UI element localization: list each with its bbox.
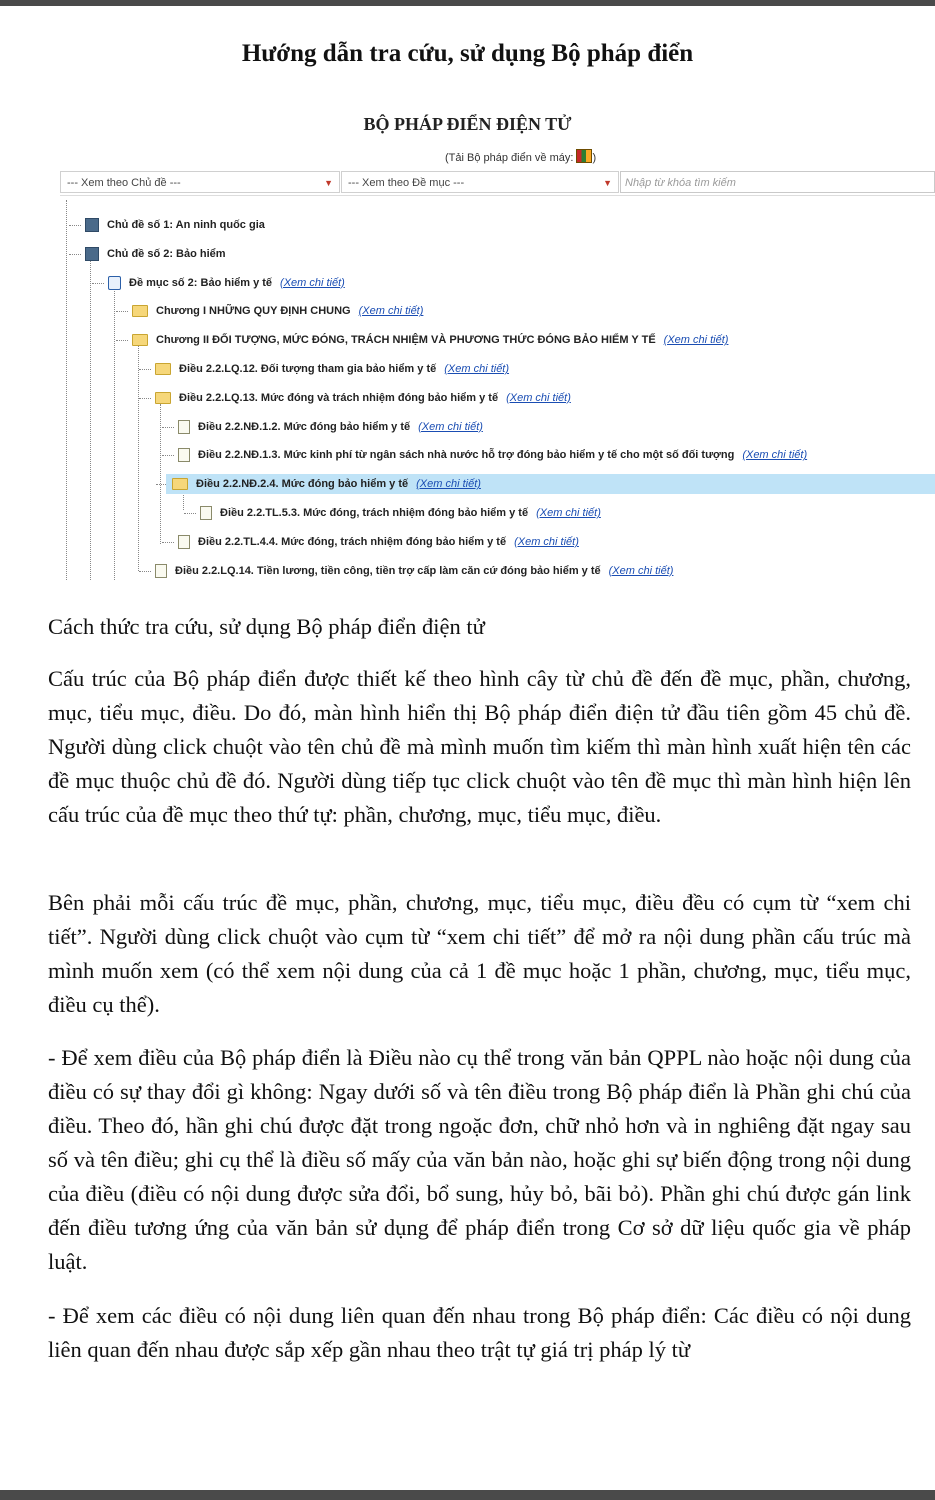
view-detail-link[interactable]: (Xem chi tiết) <box>663 334 729 347</box>
tree-connector <box>116 340 128 341</box>
tree-item[interactable] <box>155 561 673 581</box>
folder-icon <box>172 478 188 490</box>
tree-item[interactable] <box>132 330 728 350</box>
view-detail-link[interactable]: (Xem chi tiết) <box>444 363 510 375</box>
tree-connector <box>116 311 128 312</box>
tree-connector <box>69 254 81 255</box>
view-detail-link[interactable]: (Xem chi tiết) <box>742 449 808 462</box>
folder-icon <box>155 392 171 404</box>
tree-item[interactable] <box>108 273 345 293</box>
paragraph-4: - Để xem các điều có nội dung liên quan đến nhau trong Bộ pháp điển: Các điều có nội dung liên quan đến nhau được sắp xếp gần nhau theo trật tự giá trị pháp lý từ <box>48 1303 911 1362</box>
paragraph-3: - Để xem điều của Bộ pháp điển là Điều nào cụ thể trong văn bản QPPL nào hoặc nội dung của điều có sự thay đổi gì không: Ngay dưới số và tên điều trong Bộ pháp điển là Phần ghi chú của điều. Theo đó, hần ghi chú được đặt trong ngoặc đơn, chữ nhỏ hơn và in nghiêng đặt ngay sau số và tên điều; ghi cụ thể là điều số mấy của văn bản nào, hoặc ghi sự biến động trong nội dung của điều (điều có nội dung được sửa đổi, bổ sung, hủy bỏ, bãi bỏ). Phần ghi chú được gán link đến điều tương ứng của văn bản sử dụng để pháp điển trong Cơ sở dữ liệu quốc gia về pháp luật. <box>48 1045 911 1274</box>
view-detail-link[interactable]: (Xem chi tiết) <box>418 420 483 433</box>
tree-item[interactable] <box>178 417 483 437</box>
folder-icon <box>132 334 148 346</box>
tree-item-label[interactable]: Điều 2.2.NĐ.1.2. Mức đóng bảo hiểm y tế <box>198 420 411 433</box>
tree-item-label[interactable]: Đề mục số 2: Bảo hiểm y tế <box>129 276 273 289</box>
tree-item[interactable] <box>178 445 807 465</box>
tree-item[interactable] <box>85 244 226 264</box>
doc-icon <box>178 535 190 549</box>
tree-connector <box>162 542 174 543</box>
top-bar <box>0 0 935 6</box>
tree-item[interactable] <box>200 503 601 523</box>
tree-guide <box>138 346 139 571</box>
tree-item[interactable] <box>85 215 265 235</box>
tree-item[interactable] <box>155 388 571 408</box>
view-detail-link[interactable]: (Xem chi tiết) <box>416 478 481 491</box>
screenshot-title: BỘ PHÁP ĐIỂN ĐIỆN TỬ <box>363 114 572 134</box>
tree-guide <box>183 492 184 510</box>
tree-item-label[interactable]: Điều 2.2.TL.4.4. Mức đóng, trách nhiệm đóng bảo hiểm y tế <box>198 535 507 548</box>
tree-item-label[interactable]: Chủ đề số 2: Bảo hiểm <box>107 247 226 260</box>
topic-select[interactable] <box>60 171 340 193</box>
tree-item[interactable] <box>178 532 579 552</box>
tree-item-label[interactable]: Điều 2.2.TL.5.3. Mức đóng, trách nhiệm đóng bảo hiểm y tế <box>220 507 529 519</box>
tree-item-label[interactable]: Điều 2.2.NĐ.2.4. Mức đóng bảo hiểm y tế <box>196 478 409 491</box>
view-detail-link[interactable]: (Xem chi tiết) <box>280 276 345 289</box>
embedded-screenshot <box>0 100 935 590</box>
tree-guide <box>66 200 67 580</box>
tree-connector <box>162 427 174 428</box>
doc-icon <box>155 564 167 578</box>
chevron-down-icon: ▼ <box>324 178 333 188</box>
tree-guide <box>90 260 91 580</box>
view-detail-link[interactable]: (Xem chi tiết) <box>506 391 571 404</box>
tree-item-label[interactable]: Chương II ĐỐI TƯỢNG, MỨC ĐÓNG, TRÁCH NHIỆM VÀ PHƯƠNG THỨC ĐÓNG BẢO HIỂM Y TẾ <box>156 334 656 347</box>
divider <box>60 195 935 196</box>
tree-guide <box>160 404 161 544</box>
tree-connector <box>69 225 81 226</box>
tree-item[interactable] <box>132 301 423 321</box>
view-detail-link[interactable]: (Xem chi tiết) <box>358 305 424 318</box>
doc-icon <box>178 420 190 434</box>
section-select-value: --- Xem theo Đề mục --- <box>348 177 465 189</box>
section-heading: Cách thức tra cứu, sử dụng Bộ pháp điển điện tử <box>48 614 485 639</box>
tree-item[interactable] <box>155 359 509 379</box>
search-input[interactable]: Nhập từ khóa tìm kiếm <box>620 171 935 193</box>
book-icon[interactable] <box>576 149 592 163</box>
tree-item-label[interactable]: Chương I NHỮNG QUY ĐỊNH CHUNG <box>156 305 351 318</box>
tree-guide <box>114 288 115 580</box>
download-link[interactable]: (Tải Bộ pháp điển về máy: ) <box>445 149 596 164</box>
tree-item-label[interactable]: Điều 2.2.LQ.12. Đối tượng tham gia bảo hiểm y tế <box>179 363 437 375</box>
tree-item-label[interactable]: Điều 2.2.LQ.14. Tiền lương, tiền công, tiền trợ cấp làm căn cứ đóng bảo hiểm y tế <box>175 564 601 577</box>
tree-connector <box>139 398 151 399</box>
tree-connector <box>139 571 151 572</box>
chevron-down-icon: ▼ <box>603 178 612 188</box>
tree-connector <box>162 455 174 456</box>
tree-item-label[interactable]: Điều 2.2.LQ.13. Mức đóng và trách nhiệm đóng bảo hiểm y tế <box>179 391 499 404</box>
download-text: (Tải Bộ pháp điển về máy: <box>445 152 574 164</box>
doc-icon <box>200 506 212 520</box>
paragraph-1: Cấu trúc của Bộ pháp điển được thiết kế theo hình cây từ chủ đề đến đề mục, phần, chương, mục, tiểu mục, điều. Do đó, màn hình hiển thị Bộ pháp điển điện tử đầu tiên gồm 45 chủ đề. Người dùng click chuột vào tên chủ đề mà mình muốn tìm kiếm thì màn hình xuất hiện tên các đề mục thuộc chủ đề đó. Người dùng tiếp tục click chuột vào tên đề mục thì màn hình hiện lên cấu trúc của đề mục theo thứ tự: phần, chương, mục, tiểu mục, điều. <box>48 666 911 827</box>
tree-connector <box>139 369 151 370</box>
folder-icon <box>132 305 148 317</box>
section-select[interactable] <box>341 171 619 193</box>
topic-select-value: --- Xem theo Chủ đề --- <box>67 177 181 189</box>
document-title: Hướng dẫn tra cứu, sử dụng Bộ pháp điển <box>241 40 694 67</box>
tree-connector <box>184 513 196 514</box>
paragraph-2: Bên phải mỗi cấu trúc đề mục, phần, chương, mục, tiểu mục, điều đều có cụm từ “xem chi tiết”. Người dùng click chuột vào cụm từ “xem chi tiết” để mở ra nội dung phần cấu trúc mà mình muốn xem (có thể xem nội dung của cả 1 đề mục hoặc 1 phần, chương, mục, tiểu mục, điều cụ thể). <box>48 890 911 1017</box>
topic-icon <box>85 247 99 261</box>
view-detail-link[interactable]: (Xem chi tiết) <box>536 507 601 519</box>
view-detail-link[interactable]: (Xem chi tiết) <box>608 564 674 577</box>
section-icon <box>108 276 121 290</box>
tree-item-label[interactable]: Chủ đề số 1: An ninh quốc gia <box>107 219 265 231</box>
doc-icon <box>178 448 190 462</box>
tree-item-label[interactable]: Điều 2.2.NĐ.1.3. Mức kinh phí từ ngân sách nhà nước hỗ trợ đóng bảo hiểm y tế cho một số đối tượng <box>198 449 735 462</box>
tree-item[interactable] <box>166 474 935 494</box>
topic-icon <box>85 218 99 232</box>
view-detail-link[interactable]: (Xem chi tiết) <box>514 535 579 548</box>
bottom-bar <box>0 1490 935 1500</box>
folder-icon <box>155 363 171 375</box>
tree-connector <box>92 283 104 284</box>
